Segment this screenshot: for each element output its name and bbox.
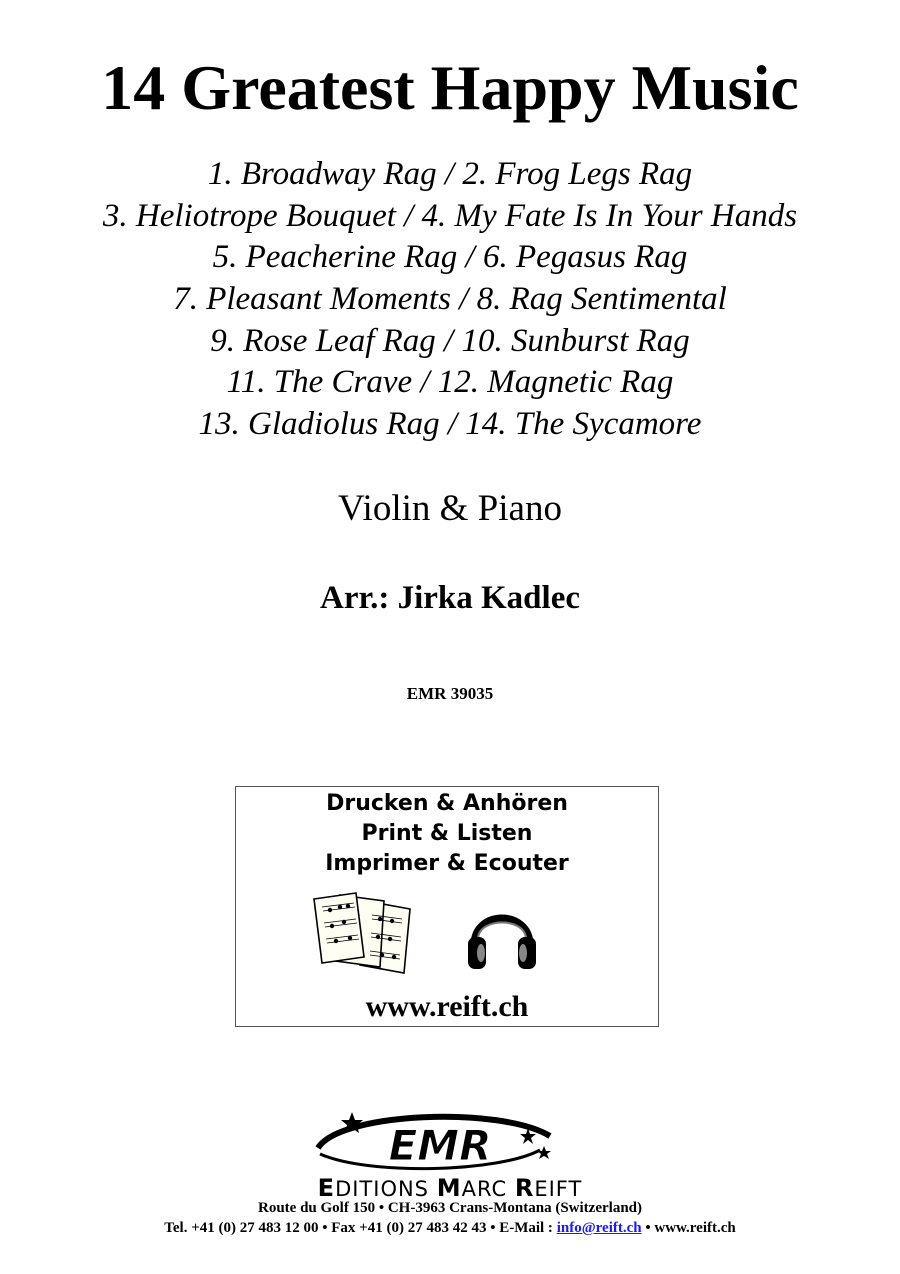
emr-logo-text: EMR [388, 1121, 492, 1170]
sheet-music-icon [310, 891, 422, 975]
promo-line-french: Imprimer & Ecouter [325, 851, 569, 876]
email-link[interactable]: info@reift.ch [556, 1220, 642, 1236]
track-line: 3. Heliotrope Bouquet / 4. My Fate Is In Your Hands [102, 197, 798, 234]
publisher-contact [0, 1219, 900, 1238]
publisher-name-part: E [317, 1174, 336, 1202]
track-line: 5. Peacherine Rag / 6. Pegasus Rag [212, 239, 688, 276]
track-line: 11. The Crave / 12. Magnetic Rag [226, 364, 674, 401]
promo-url[interactable]: www.reift.ch [365, 990, 529, 1023]
track-line: 7. Pleasant Moments / 8. Rag Sentimental [173, 281, 727, 318]
publisher-name-part: M [436, 1174, 462, 1202]
publisher-name-part: DITIONS [335, 1177, 437, 1201]
contact-phone-fax: Tel. +41 (0) 27 483 12 00 • Fax +41 (0) 27 483 42 43 • E-Mail : [164, 1220, 557, 1236]
publisher-name-part: EIFT [534, 1177, 583, 1201]
promo-line-german: Drucken & Anhören [326, 791, 568, 816]
contact-website: • www.reift.ch [641, 1220, 736, 1236]
headphones-icon [466, 893, 538, 973]
track-line: 9. Rose Leaf Rag / 10. Sunburst Rag [210, 322, 690, 359]
publisher-name-part: R [514, 1174, 535, 1202]
track-list [0, 154, 900, 446]
publisher-name [0, 1176, 900, 1201]
publisher-name-part: ARC [461, 1177, 515, 1201]
promo-line-english: Print & Listen [361, 821, 533, 846]
publisher-address: Route du Golf 150 • CH-3963 Crans-Montana (Switzerland) [258, 1200, 642, 1216]
print-listen-box [235, 786, 659, 1027]
cover-title: 14 Greatest Happy Music [101, 52, 799, 123]
catalog-number: EMR 39035 [406, 684, 494, 703]
track-line: 1. Broadway Rag / 2. Frog Legs Rag [207, 156, 693, 192]
track-line: 13. Gladiolus Rag / 14. The Sycamore [198, 406, 702, 443]
instrumentation: Violin & Piano [338, 488, 562, 529]
arranger: Arr.: Jirka Kadlec [320, 580, 580, 616]
emr-logo [300, 1106, 570, 1178]
